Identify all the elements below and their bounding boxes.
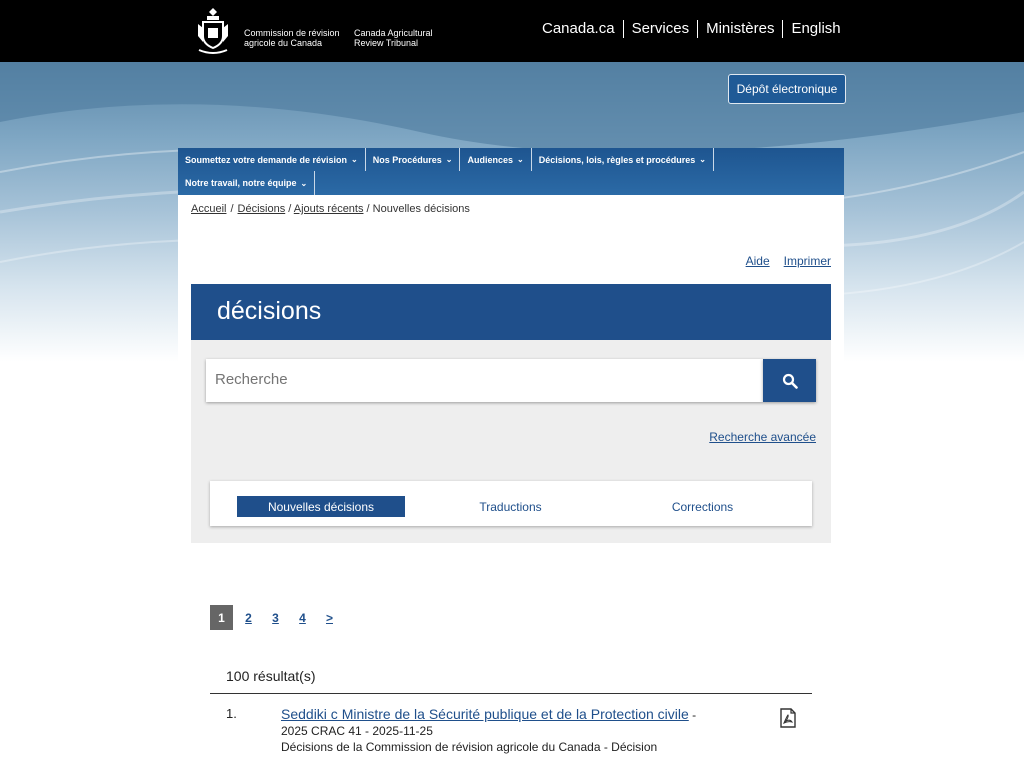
next-page[interactable]: >: [325, 610, 333, 625]
search-input[interactable]: [206, 359, 754, 400]
nav-item-label: Nos Procédures: [372, 154, 442, 165]
tab-translations[interactable]: Traductions: [479, 499, 542, 514]
page-title: décisions: [217, 297, 322, 325]
result-number: 1.: [226, 706, 237, 721]
org-name-en: Canada Agricultural Review Tribunal: [354, 28, 433, 48]
main-nav: [178, 148, 844, 195]
nav-item-label: Soumettez votre demande de révision: [185, 154, 348, 165]
nav-item-label: Audiences: [467, 154, 513, 165]
nav-item-label: Décisions, lois, règles et procédures: [538, 154, 696, 165]
pagination: [210, 605, 345, 630]
chevron-down-icon: ⌄: [300, 178, 308, 188]
help-link[interactable]: Aide: [745, 254, 770, 268]
title-bar: [191, 284, 831, 340]
chevron-down-icon: ⌄: [517, 155, 524, 164]
result-citation: 2025 CRAC 41 - 2025-11-25: [281, 724, 433, 738]
result-source: Décisions de la Commission de révision agricole du Canada - Décision: [281, 740, 658, 754]
chevron-down-icon: ⌄: [699, 155, 706, 164]
search-button[interactable]: [763, 359, 816, 402]
tab-corrections[interactable]: Corrections: [671, 499, 734, 514]
breadcrumb-recent[interactable]: Ajouts récents: [293, 203, 364, 215]
top-bar: [0, 0, 1024, 62]
breadcrumb: Accueil / Décisions / Ajouts récents / Nouvelles décisions: [191, 203, 470, 215]
org-name-fr: Commission de révision agricole du Canada: [244, 28, 340, 48]
decision-tabs: [210, 481, 812, 526]
page-tools: [732, 254, 831, 268]
page-4[interactable]: 4: [299, 610, 306, 625]
canada-ca-link[interactable]: Canada.ca: [542, 20, 615, 37]
top-links: [540, 20, 849, 38]
nav-item-label: Notre travail, notre équipe: [185, 178, 297, 188]
advanced-search-link[interactable]: Recherche avancée: [709, 430, 816, 444]
breadcrumb-current: Nouvelles décisions: [372, 203, 470, 215]
chevron-down-icon: ⌄: [351, 155, 358, 164]
divider: [210, 693, 812, 694]
results-count: 100 résultat(s): [226, 668, 316, 684]
ministeres-link[interactable]: Ministères: [697, 20, 782, 38]
nav-item-decisions-laws[interactable]: [532, 148, 714, 171]
page-1[interactable]: 1: [210, 605, 233, 630]
search-box: [206, 359, 763, 402]
nav-item-procedures[interactable]: [366, 148, 461, 171]
breadcrumb-home[interactable]: Accueil: [191, 203, 227, 215]
tab-new-decisions[interactable]: Nouvelles décisions: [237, 496, 405, 517]
services-link[interactable]: Services: [623, 20, 698, 38]
search-panel: [191, 340, 831, 543]
print-link[interactable]: Imprimer: [783, 254, 831, 268]
chevron-down-icon: ⌄: [445, 155, 453, 164]
e-filing-button[interactable]: Dépôt électronique: [728, 74, 846, 104]
breadcrumb-decisions[interactable]: Décisions: [237, 203, 286, 215]
coat-of-arms-icon: [194, 6, 232, 56]
pdf-icon[interactable]: [779, 708, 797, 728]
main-container: Soumettez votre demande de révision ⌄ Nos Procédures ⌄ Audiences ⌄ Décisions, lois, règles et procédures ⌄ Notre travail, notre équipe ⌄ Accueil / Décisions / Ajouts récents / Nouvelles décisions Aide Imprimer décisions Recherche Recherche avancée Nouvelles décisions Traductions Corrections 1 2 3 4 > 100 résultat(s) 1. Seddiki c Ministre de la Sécurité publique et de la Protection civile - 2025 CRAC 41 - 2025-11-25 Décisions de la Commission de révision agricole du Canada - Décision: [178, 148, 844, 767]
nav-item-our-work[interactable]: [178, 171, 315, 195]
search-icon: [782, 373, 798, 389]
nav-item-hearings[interactable]: [460, 148, 531, 171]
page-2[interactable]: 2: [245, 610, 252, 625]
result-title-link[interactable]: Seddiki c Ministre de la Sécurité publique et de la Protection civile: [281, 706, 689, 722]
language-link[interactable]: English: [782, 20, 848, 38]
nav-item-submit-review[interactable]: [178, 148, 366, 171]
page-3[interactable]: 3: [272, 610, 279, 625]
